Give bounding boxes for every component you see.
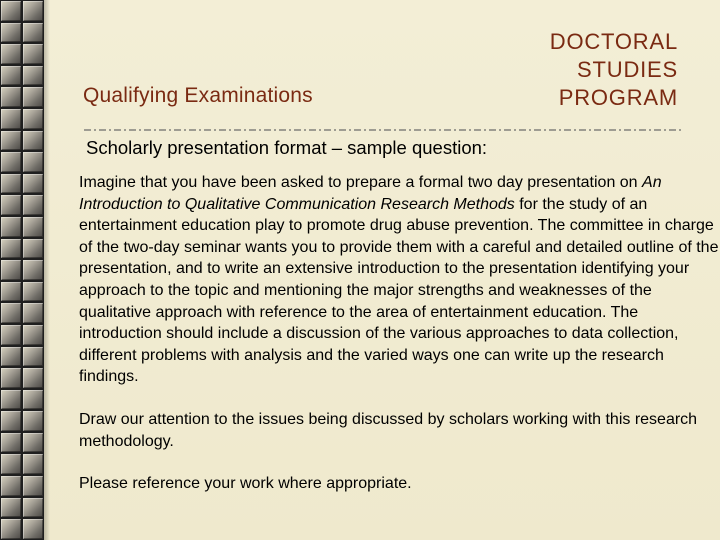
binder-strip — [0, 0, 44, 540]
binder-cell — [0, 432, 22, 454]
paragraph-3: Please reference your work where appropriate. — [79, 475, 412, 493]
binder-cell — [22, 43, 44, 65]
binder-cell — [22, 0, 44, 22]
program-heading-line: PROGRAM — [558, 85, 678, 110]
paragraph-text: for the study of an entertainment education play to promote drug abuse prevention. The committee in charge of the two-day seminar wants you to provide them with a careful and detailed outline of the presentation, and to write an extensive introduction to the presentation identifying your approach to the topic and mentioning the major strengths and weaknesses of the qualitative approach with reference to the area of entertainment education. The introduction should include a discussion of the various approaches to data collection, different problems with analysis and the varied ways one can write up the research findings. — [79, 195, 719, 386]
program-heading-line: DOCTORAL — [549, 29, 678, 54]
binder-cell — [22, 410, 44, 432]
binder-cell — [22, 302, 44, 324]
binder-cell — [22, 432, 44, 454]
binder-cell — [22, 238, 44, 260]
slide-title: Qualifying Examinations — [83, 84, 313, 107]
binder-cell — [0, 0, 22, 22]
binder-column — [0, 0, 22, 540]
binder-cell — [0, 324, 22, 346]
binder-cell — [22, 497, 44, 519]
binder-cell — [22, 346, 44, 368]
binder-cell — [0, 453, 22, 475]
binder-cell — [0, 216, 22, 238]
binder-cell — [22, 108, 44, 130]
binder-cell — [22, 259, 44, 281]
binder-cell — [0, 130, 22, 152]
binder-cell — [0, 281, 22, 303]
program-heading-line: STUDIES — [577, 57, 678, 82]
binder-cell — [22, 86, 44, 108]
binder-cell — [0, 410, 22, 432]
binder-column — [22, 0, 44, 540]
paragraph-text: Imagine that you have been asked to prepare a formal two day presentation on — [79, 174, 643, 191]
binder-cell — [22, 518, 44, 540]
section-subtitle: Scholarly presentation format – sample question: — [86, 137, 488, 158]
binder-cell — [0, 346, 22, 368]
dash-divider — [84, 128, 684, 132]
binder-cell — [0, 238, 22, 260]
question-body — [79, 172, 719, 495]
binder-cell — [22, 130, 44, 152]
binder-cell — [0, 497, 22, 519]
binder-cell — [22, 389, 44, 411]
paragraph-1 — [79, 172, 719, 388]
binder-cell — [22, 151, 44, 173]
binder-cell — [22, 367, 44, 389]
binder-cell — [0, 259, 22, 281]
binder-cell — [0, 367, 22, 389]
binder-cell — [0, 65, 22, 87]
binder-cell — [22, 453, 44, 475]
binder-cell — [0, 108, 22, 130]
binder-cell — [0, 151, 22, 173]
program-heading — [550, 28, 678, 112]
binder-cell — [22, 194, 44, 216]
binder-cell — [22, 475, 44, 497]
binder-cell — [22, 216, 44, 238]
binder-cell — [0, 43, 22, 65]
binder-cell — [22, 173, 44, 195]
book-title: An Introduction to Qualitative Communication Research Methods — [79, 174, 662, 213]
binder-cell — [0, 475, 22, 497]
binder-cell — [0, 22, 22, 44]
binder-shadow — [44, 0, 50, 540]
binder-cell — [22, 324, 44, 346]
binder-cell — [0, 86, 22, 108]
binder-cell — [0, 518, 22, 540]
binder-cell — [0, 194, 22, 216]
binder-cell — [22, 65, 44, 87]
binder-cell — [22, 281, 44, 303]
binder-cell — [0, 302, 22, 324]
binder-cell — [0, 389, 22, 411]
paragraph-2: Draw our attention to the issues being discussed by scholars working with this research methodology. — [79, 410, 698, 450]
binder-cell — [22, 22, 44, 44]
binder-cell — [0, 173, 22, 195]
